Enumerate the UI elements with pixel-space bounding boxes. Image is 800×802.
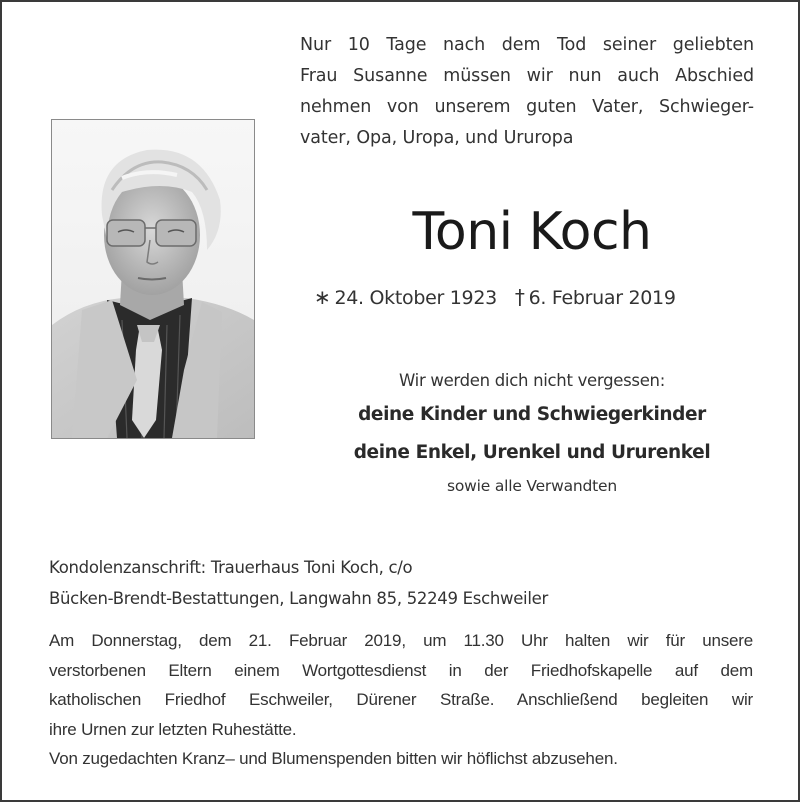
service-line: ihre Urnen zur letzten Ruhestätte.: [49, 719, 297, 739]
intro-text: [300, 30, 754, 154]
birth-star-icon: ∗: [314, 285, 331, 309]
intro-line: Nur 10 Tage nach dem Tod seiner geliebten: [300, 35, 754, 55]
address-line: Bücken-Brendt-Bestattungen, Langwahn 85, 52249 Eschweiler: [49, 589, 548, 608]
mourners-intro: Wir werden dich nicht vergessen:: [399, 371, 665, 390]
death-cross-icon: †: [514, 285, 525, 309]
mourners-block: [312, 366, 752, 500]
mourners-relatives: sowie alle Verwandten: [447, 477, 617, 495]
service-line: Von zugedachten Kranz– und Blumenspenden bitten wir höflichst abzusehen.: [49, 749, 618, 768]
death-date: 6. Februar 2019: [528, 287, 676, 309]
portrait-photo: [51, 119, 255, 439]
service-line: verstorbenen Eltern einem Wortgottesdienst in der Friedhofskapelle auf dem: [49, 660, 753, 680]
intro-line: vater, Opa, Uropa, und Ururopa: [300, 128, 574, 148]
deceased-name: Toni Koch: [412, 202, 652, 262]
service-info: [49, 626, 753, 774]
mourners-grandchildren: deine Enkel, Urenkel und Ururenkel: [353, 442, 711, 463]
life-dates: [314, 285, 754, 309]
portrait-image: [52, 120, 254, 438]
service-line: katholischen Friedhof Eschweiler, Dürener Straße. Anschließend begleiten wir: [49, 690, 753, 709]
intro-line: nehmen von unserem guten Vater, Schwieger-: [300, 97, 754, 117]
intro-line: Frau Susanne müssen wir nun auch Abschied: [300, 66, 754, 86]
service-line: Am Donnerstag, dem 21. Februar 2019, um 11.30 Uhr halten wir für unsere: [49, 631, 753, 650]
condolence-address: [49, 552, 649, 614]
mourners-children: deine Kinder und Schwiegerkinder: [358, 404, 706, 425]
birth-date: 24. Oktober 1923: [334, 287, 497, 309]
address-line: Kondolenzanschrift: Trauerhaus Toni Koch, c/o: [49, 558, 413, 577]
